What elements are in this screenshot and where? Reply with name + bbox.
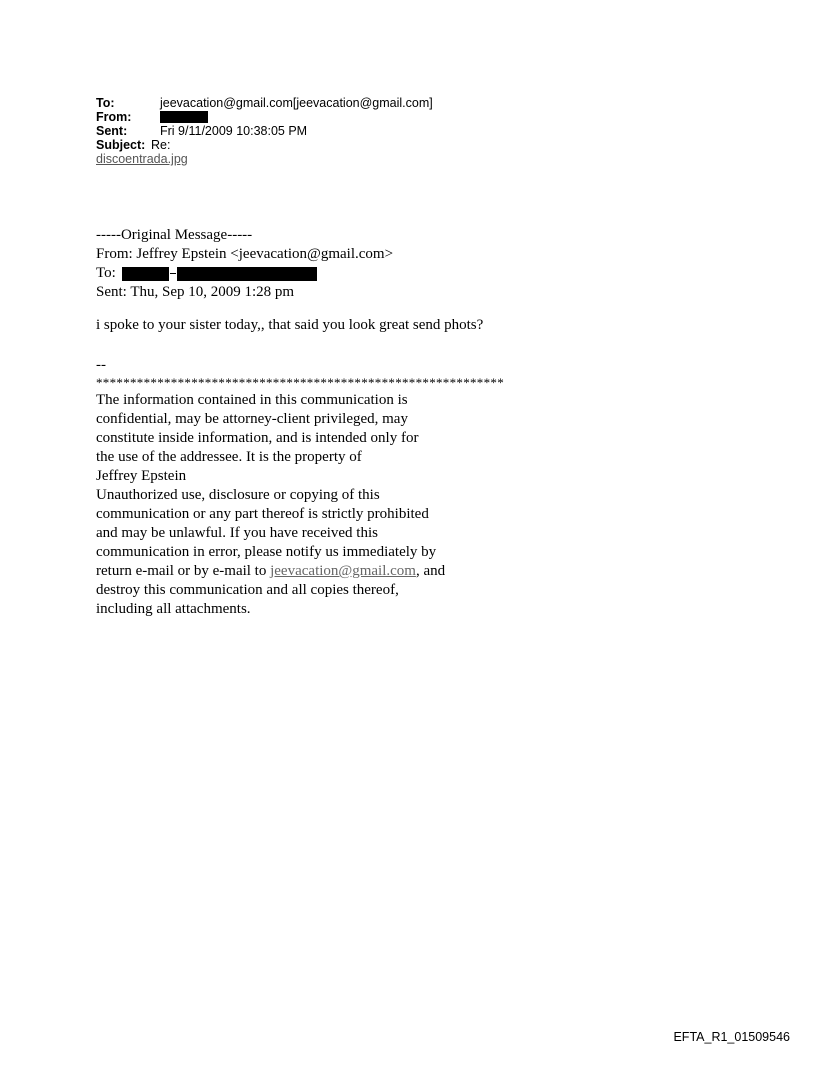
signature-dashes: -- bbox=[96, 357, 106, 373]
document-id: EFTA_R1_01509546 bbox=[673, 1030, 790, 1044]
header-from-row bbox=[96, 110, 433, 124]
redaction-box bbox=[160, 111, 208, 123]
disclaimer-line: destroy this communication and all copies thereof, bbox=[96, 582, 399, 598]
header-to-row bbox=[96, 96, 433, 110]
disclaimer-line: and may be unlawful. If you have received this bbox=[96, 525, 378, 541]
disclaimer-text: , and bbox=[415, 563, 446, 579]
redaction-box bbox=[177, 267, 317, 281]
disclaimer-line: The information contained in this communication is bbox=[96, 392, 408, 408]
subject-value: Re: bbox=[151, 138, 171, 152]
disclaimer-line: confidential, may be attorney-client privileged, may bbox=[96, 411, 408, 427]
disclaimer-line: Jeffrey Epstein bbox=[96, 468, 187, 484]
email-link[interactable]: jeevacation@gmail.com bbox=[270, 563, 416, 579]
message-text: i spoke to your sister today,, that said you look great send phots? bbox=[96, 317, 484, 333]
email-header bbox=[96, 96, 433, 166]
original-sent-line: Sent: Thu, Sep 10, 2009 1:28 pm bbox=[96, 284, 295, 300]
signature-stars: ************************************************************ bbox=[96, 375, 504, 390]
original-from-line: From: Jeffrey Epstein <jeevacation@gmail.com> bbox=[96, 246, 394, 262]
to-value: jeevacation@gmail.com[jeevacation@gmail.com] bbox=[160, 96, 433, 110]
subject-label: Subject: bbox=[96, 138, 146, 152]
attachment-row bbox=[96, 152, 433, 166]
sent-label: Sent: bbox=[96, 124, 128, 138]
header-sent-row bbox=[96, 124, 433, 138]
sent-value: Fri 9/11/2009 10:38:05 PM bbox=[160, 124, 308, 138]
disclaimer-line-email bbox=[96, 562, 445, 581]
disclaimer-line: communication or any part thereof is strictly prohibited bbox=[96, 506, 429, 522]
to-label: To: bbox=[96, 96, 115, 110]
disclaimer-line: communication in error, please notify us immediately by bbox=[96, 544, 437, 560]
disclaimer-line: Unauthorized use, disclosure or copying of this bbox=[96, 487, 380, 503]
original-to-line bbox=[96, 264, 317, 283]
original-to-label: To: bbox=[96, 265, 116, 281]
redaction-separator bbox=[170, 273, 176, 274]
disclaimer-line: the use of the addressee. It is the property of bbox=[96, 449, 362, 465]
attachment-link[interactable]: discoentrada.jpg bbox=[96, 152, 188, 166]
disclaimer-line: constitute inside information, and is intended only for bbox=[96, 430, 419, 446]
original-separator: -----Original Message----- bbox=[96, 227, 253, 243]
disclaimer-text: return e-mail or by e-mail to bbox=[96, 563, 271, 579]
redaction-box bbox=[122, 267, 169, 281]
from-label: From: bbox=[96, 110, 132, 124]
disclaimer-line: including all attachments. bbox=[96, 601, 251, 617]
header-subject-row bbox=[96, 138, 433, 152]
